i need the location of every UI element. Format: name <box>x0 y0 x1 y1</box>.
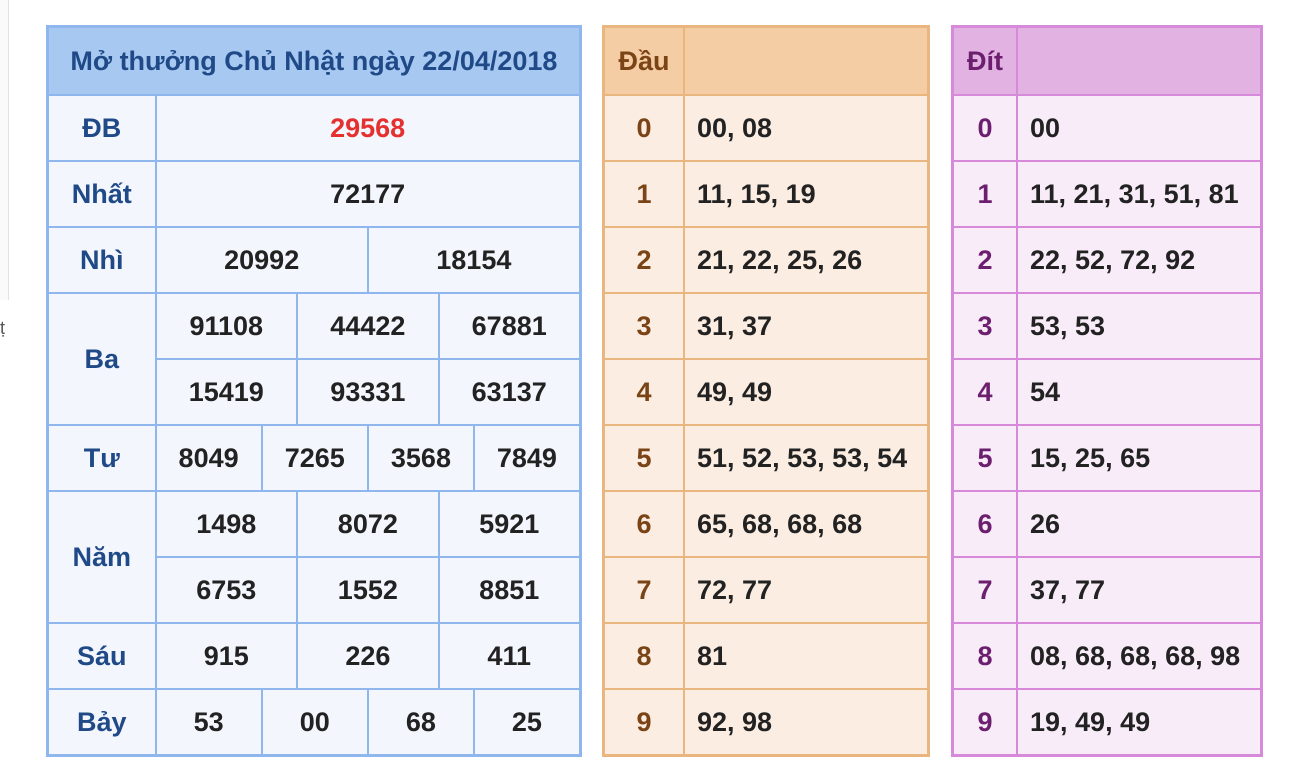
prize-label-ba: Ba <box>48 293 156 425</box>
prize-label-sau: Sáu <box>48 623 156 689</box>
dau-values: 65, 68, 68, 68 <box>684 491 929 557</box>
dit-key: 7 <box>953 557 1018 623</box>
prize-bay-value: 53 <box>156 689 262 756</box>
dit-values: 54 <box>1017 359 1262 425</box>
prize-ba-value: 93331 <box>297 359 439 425</box>
prize-tu-value: 8049 <box>156 425 262 491</box>
dau-row <box>604 557 929 623</box>
prize-ba-value: 67881 <box>439 293 581 359</box>
dit-row <box>953 359 1262 425</box>
dit-row <box>953 227 1262 293</box>
results-title: Mở thưởng Chủ Nhật ngày 22/04/2018 <box>48 27 581 96</box>
dau-row <box>604 161 929 227</box>
dit-row <box>953 491 1262 557</box>
dau-values: 81 <box>684 623 929 689</box>
dau-values: 72, 77 <box>684 557 929 623</box>
prize-nam-value: 1552 <box>297 557 439 623</box>
dau-row <box>604 359 929 425</box>
prize-sau-value: 226 <box>297 623 439 689</box>
dau-header-blank <box>684 27 929 96</box>
dau-row <box>604 227 929 293</box>
dau-table <box>602 25 930 757</box>
prize-label-db: ĐB <box>48 95 156 161</box>
dau-key: 4 <box>604 359 685 425</box>
dau-values: 51, 52, 53, 53, 54 <box>684 425 929 491</box>
dau-values: 21, 22, 25, 26 <box>684 227 929 293</box>
row-tu <box>48 425 581 491</box>
prize-db-value: 29568 <box>156 95 581 161</box>
dit-values: 22, 52, 72, 92 <box>1017 227 1262 293</box>
prize-label-tu: Tư <box>48 425 156 491</box>
dit-key: 4 <box>953 359 1018 425</box>
dau-key: 1 <box>604 161 685 227</box>
prize-label-nhi: Nhì <box>48 227 156 293</box>
row-sau <box>48 623 581 689</box>
prize-tu-value: 7265 <box>262 425 368 491</box>
dau-row <box>604 95 929 161</box>
prize-nam-value: 8851 <box>439 557 581 623</box>
results-title-row <box>48 27 581 96</box>
dau-key: 6 <box>604 491 685 557</box>
prize-label-bay: Bảy <box>48 689 156 756</box>
dit-key: 8 <box>953 623 1018 689</box>
prize-label-nhat: Nhất <box>48 161 156 227</box>
dit-values: 00 <box>1017 95 1262 161</box>
dau-key: 5 <box>604 425 685 491</box>
prize-nam-value: 8072 <box>297 491 439 557</box>
prize-label-nam: Năm <box>48 491 156 623</box>
dit-header-row <box>953 27 1262 96</box>
dit-key: 6 <box>953 491 1018 557</box>
dau-row <box>604 425 929 491</box>
page-left-edge <box>0 0 9 300</box>
dau-values: 49, 49 <box>684 359 929 425</box>
prize-ba-value: 44422 <box>297 293 439 359</box>
row-db <box>48 95 581 161</box>
dau-row <box>604 689 929 756</box>
prize-nhi-value: 20992 <box>156 227 368 293</box>
dit-values: 15, 25, 65 <box>1017 425 1262 491</box>
prize-tu-value: 3568 <box>368 425 474 491</box>
dit-row <box>953 689 1262 756</box>
dit-key: 3 <box>953 293 1018 359</box>
dau-values: 31, 37 <box>684 293 929 359</box>
dau-key: 2 <box>604 227 685 293</box>
dau-values: 11, 15, 19 <box>684 161 929 227</box>
dau-header-row <box>604 27 929 96</box>
dit-values: 11, 21, 31, 51, 81 <box>1017 161 1262 227</box>
prize-bay-value: 25 <box>474 689 580 756</box>
dit-header-blank <box>1017 27 1262 96</box>
dit-key: 0 <box>953 95 1018 161</box>
prize-nhi-value: 18154 <box>368 227 580 293</box>
prize-nam-value: 5921 <box>439 491 581 557</box>
edge-glyph: ṭ <box>0 318 6 338</box>
dit-row <box>953 95 1262 161</box>
prize-ba-value: 91108 <box>156 293 298 359</box>
dau-key: 7 <box>604 557 685 623</box>
dit-header: Đít <box>953 27 1018 96</box>
prize-tu-value: 7849 <box>474 425 580 491</box>
dau-header: Đầu <box>604 27 685 96</box>
dit-values: 08, 68, 68, 68, 98 <box>1017 623 1262 689</box>
dit-values: 37, 77 <box>1017 557 1262 623</box>
dau-row <box>604 293 929 359</box>
dit-table <box>951 25 1263 757</box>
dit-key: 5 <box>953 425 1018 491</box>
row-nhat <box>48 161 581 227</box>
dau-values: 00, 08 <box>684 95 929 161</box>
prize-bay-value: 00 <box>262 689 368 756</box>
dit-key: 2 <box>953 227 1018 293</box>
row-nhi <box>48 227 581 293</box>
prize-ba-value: 15419 <box>156 359 298 425</box>
dit-key: 1 <box>953 161 1018 227</box>
dit-row <box>953 623 1262 689</box>
dit-values: 53, 53 <box>1017 293 1262 359</box>
dit-values: 26 <box>1017 491 1262 557</box>
prize-nhat-value: 72177 <box>156 161 581 227</box>
prize-ba-value: 63137 <box>439 359 581 425</box>
prize-nam-value: 1498 <box>156 491 298 557</box>
dit-key: 9 <box>953 689 1018 756</box>
dau-key: 9 <box>604 689 685 756</box>
row-ba-1 <box>48 293 581 359</box>
prize-sau-value: 915 <box>156 623 298 689</box>
dit-row <box>953 557 1262 623</box>
row-nam-1 <box>48 491 581 557</box>
prize-bay-value: 68 <box>368 689 474 756</box>
dit-row <box>953 425 1262 491</box>
results-table <box>46 25 582 757</box>
dau-row <box>604 623 929 689</box>
dau-row <box>604 491 929 557</box>
dau-key: 0 <box>604 95 685 161</box>
row-bay <box>48 689 581 756</box>
dit-values: 19, 49, 49 <box>1017 689 1262 756</box>
dit-row <box>953 161 1262 227</box>
dau-key: 3 <box>604 293 685 359</box>
prize-nam-value: 6753 <box>156 557 298 623</box>
dau-values: 92, 98 <box>684 689 929 756</box>
prize-sau-value: 411 <box>439 623 581 689</box>
dit-row <box>953 293 1262 359</box>
dau-key: 8 <box>604 623 685 689</box>
